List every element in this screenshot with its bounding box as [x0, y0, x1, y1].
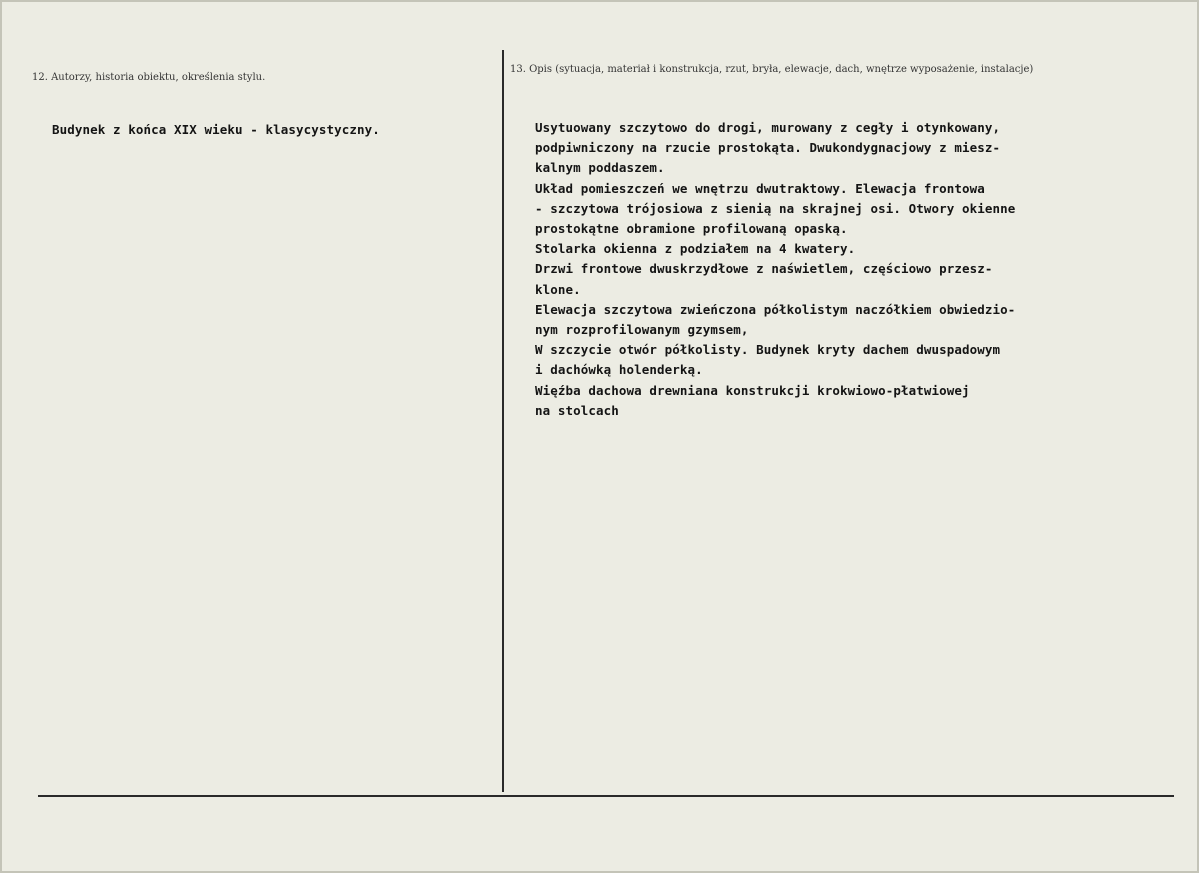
- field-13-value: [535, 118, 1165, 421]
- description-line: Usytuowany szczytowo do drogi, murowany z cegły i otynkowany,: [535, 120, 1001, 135]
- show-through-text: [112, 762, 125, 776]
- field-12-value: Budynek z końca XIX wieku - klasycystyczny.: [52, 122, 380, 137]
- description-line: nym rozprofilowanym gzymsem,: [535, 322, 749, 338]
- column-divider: [502, 50, 504, 792]
- description-line: podpiwniczony na rzucie prostokąta. Dwukondygnacjowy z miesz-: [535, 140, 1001, 156]
- field-12-label: 12. Autorzy, historia obiektu, określenia stylu.: [32, 72, 266, 83]
- description-line: W szczycie otwór półkolisty. Budynek kryty dachem dwuspadowym: [535, 342, 1001, 358]
- description-line: na stolcach: [535, 402, 619, 418]
- description-line: kalnym poddaszem.: [535, 160, 665, 176]
- description-line: Układ pomieszczeń we wnętrzu dwutraktowy. Elewacja frontowa: [535, 180, 985, 196]
- description-line: Więźba dachowa drewniana konstrukcji krokwiowo-płatwiowej: [535, 382, 970, 398]
- description-line: i dachówką holenderką.: [535, 362, 703, 378]
- bottom-rule: [38, 795, 1174, 797]
- description-line: klone.: [535, 281, 581, 297]
- description-line: prostokątne obramione profilowaną opaską.: [535, 221, 848, 237]
- field-13-label: 13. Opis (sytuacja, materiał i konstrukcja, rzut, bryła, elewacje, dach, wnętrze wyposażenie, instalacje): [510, 64, 1034, 75]
- description-line: - szczytowa trójosiowa z sienią na skrajnej osi. Otwory okienne: [535, 200, 1016, 216]
- description-line: Elewacja szczytowa zwieńczona półkolistym naczółkiem obwiedzio-: [535, 301, 1016, 317]
- description-line: Stolarka okienna z podziałem na 4 kwatery.: [535, 241, 856, 257]
- description-line: Drzwi frontowe dwuskrzydłowe z naświetlem, częściowo przesz-: [535, 261, 993, 277]
